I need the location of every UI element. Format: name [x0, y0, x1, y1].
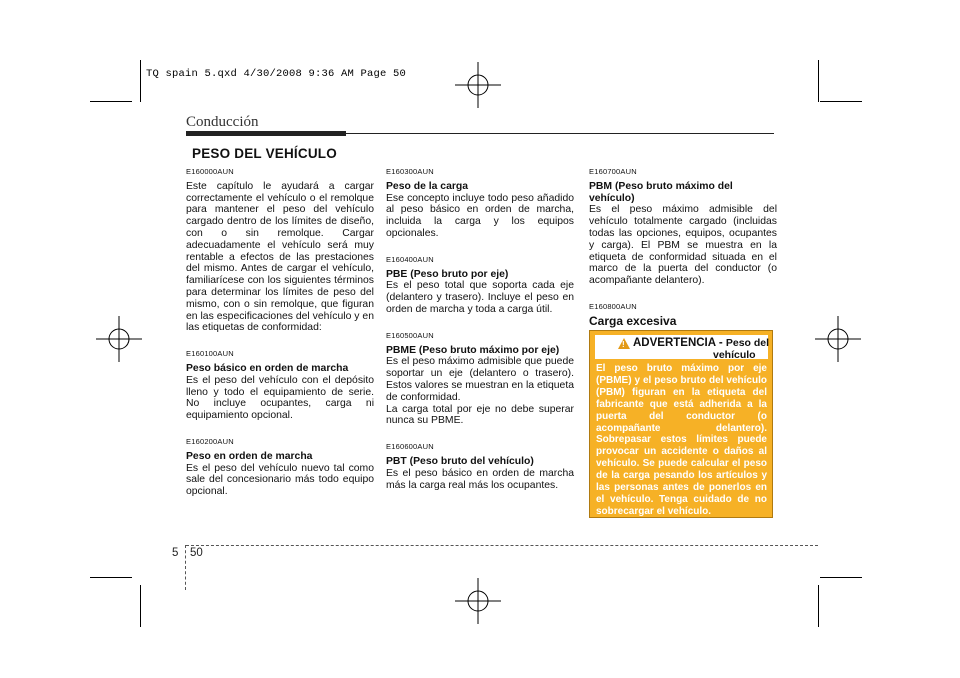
- subheading: Peso de la carga: [386, 180, 469, 192]
- ref-code: E160800AUN: [589, 301, 637, 311]
- body-text: Es el peso del vehículo nuevo tal como sale del concesionario más todo equipo opcional.: [186, 462, 374, 498]
- warning-box: [589, 330, 773, 518]
- registration-mark-top: [455, 62, 501, 108]
- ref-code: E160700AUN: [589, 167, 637, 176]
- chapter-number: 5: [172, 547, 179, 559]
- exclamation-icon: !: [622, 340, 625, 349]
- page-number: 50: [190, 547, 203, 559]
- body-text: Ese concepto incluye todo peso añadido al peso básico en orden de marcha, incluida la carga y los equipos opcionales.: [386, 192, 574, 239]
- footer-rule: [186, 545, 818, 546]
- warning-title: ADVERTENCIA - Peso del: [633, 337, 770, 349]
- print-slug: TQ spain 5.qxd 4/30/2008 9:36 AM Page 50: [146, 68, 407, 80]
- subheading: PBE (Peso bruto por eje): [386, 268, 509, 280]
- subheading: Peso en orden de marcha: [186, 450, 313, 462]
- warning-text: El peso bruto máximo por eje (PBME) y el peso bruto del vehículo (PBM) figuran en la etiqueta del fabricante que está adherida a la puerta del conductor (o acompañante delantero). Sobrepasar estos límites puede provocar un accidente o daños al vehículo. Se puede calcular el peso de la carga pesando los artículos y las personas antes de ponerlos en el vehículo. Tenga cuidado de no sobrecargar el vehículo.: [596, 363, 767, 517]
- header-bar: [186, 131, 346, 136]
- intro-text: Este capítulo le ayudará a cargar correctamente el vehículo o el remolque para mantener el peso del vehículo cargado dentro de los límites de diseño, con o sin remolque. Cargar adecuadamente el vehículo será muy rentable a efectos de las prestaciones del mismo. Antes de cargar el vehículo, familiarícese con los siguientes términos para determinar los límites de peso del mismo, con o sin remolque, que figuran en las especificaciones del vehículo y en las etiquetas de conformidad:: [186, 180, 374, 334]
- ref-code: E160400AUN: [386, 254, 434, 264]
- subheading: PBME (Peso bruto máximo por eje): [386, 344, 560, 356]
- column-2: [386, 166, 574, 491]
- ref-code: E160100AUN: [186, 349, 234, 359]
- body-text: Es el peso del vehículo con el depósito lleno y todo el equipamiento de serie. No incluye ocupantes, carga ni equipamiento opcional.: [186, 374, 374, 422]
- main-heading: PESO DEL VEHÍCULO: [192, 146, 337, 161]
- body-text: Es el peso básico en orden de marcha más la carga real más los ocupantes.: [386, 467, 574, 491]
- subheading: PBT (Peso bruto del vehículo): [386, 455, 534, 467]
- warning-header: [595, 335, 768, 359]
- ref-code: E160200AUN: [186, 436, 234, 446]
- body-text: Es el peso total que soporta cada eje (delantero y trasero). Incluye el peso en orden de marcha y toda a carga útil.: [386, 280, 574, 315]
- body-text: Es el peso máximo admisible que puede soportar un eje (delantero o trasero). Estos valores se muestran en la etiqueta de conformidad.: [386, 356, 574, 403]
- subheading: PBM (Peso bruto máximo del vehículo): [589, 180, 733, 204]
- column-3: [589, 166, 777, 328]
- subheading-large: Carga excesiva: [589, 313, 677, 328]
- ref-code: E160300AUN: [386, 167, 434, 176]
- ref-code: E160000AUN: [186, 167, 234, 176]
- body-text: Es el peso máximo admisible del vehículo totalmente cargado (incluidas todas las opciones, equipos, ocupantes y carga). El PBM se muestra en la etiqueta de conformidad situada en el marco de la puerta del conductor (o acompañante delantero).: [589, 204, 777, 287]
- ref-code: E160500AUN: [386, 330, 434, 340]
- registration-mark-bottom: [455, 578, 501, 624]
- column-1: [186, 166, 374, 498]
- registration-mark-right: [815, 316, 861, 362]
- body-text: La carga total por eje no debe superar nunca su PBME.: [386, 403, 574, 427]
- registration-mark-left: [96, 316, 142, 362]
- footer-divider: [185, 545, 186, 590]
- warning-title-line2: vehículo: [713, 349, 756, 361]
- section-title: Conducción: [186, 114, 259, 130]
- subheading: Peso básico en orden de marcha: [186, 362, 349, 374]
- ref-code: E160600AUN: [386, 442, 434, 452]
